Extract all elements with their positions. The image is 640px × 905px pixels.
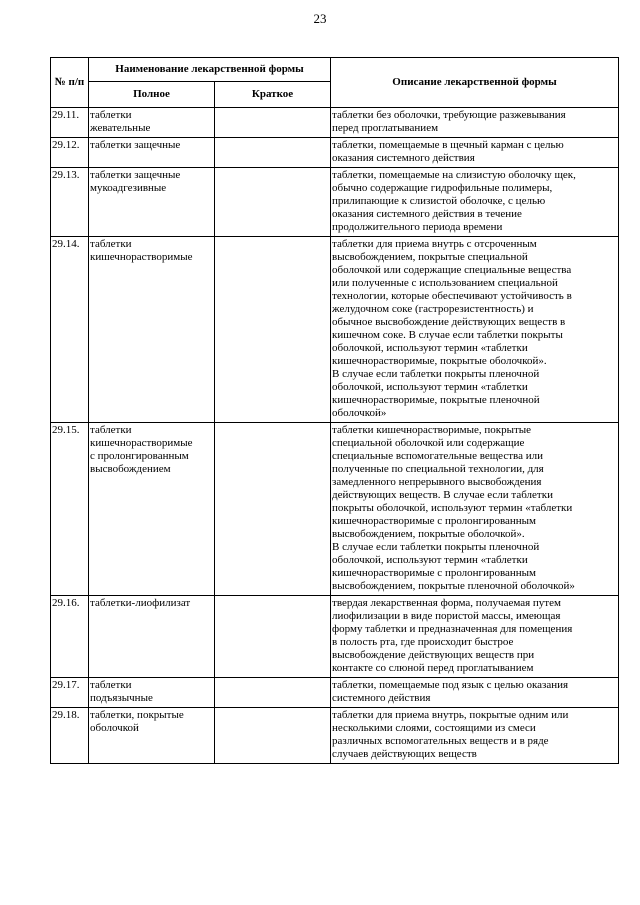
description-line: лиофилизации в виде пористой массы, имеющая (332, 610, 561, 622)
description-line: или полученные с использованием специальной (332, 277, 558, 289)
description-line: замедленного непрерывного высвобождения (332, 476, 542, 488)
description-line: В случае если таблетки покрыты пленочной (332, 541, 540, 553)
description-line: оболочкой или содержащие специальные вещества (332, 264, 572, 276)
description-line: покрыты оболочкой, используют термин «таблетки (332, 502, 573, 514)
dosage-forms-table (50, 57, 619, 764)
full-name-line: таблетки защечные (90, 139, 181, 151)
description-line: форму таблетки и предназначенная для помещения (332, 623, 573, 635)
table-header-row (51, 58, 619, 82)
full-name-cell (89, 423, 215, 596)
description-line: таблетки, помещаемые под язык с целью оказания (332, 679, 569, 691)
table-row (51, 168, 619, 237)
description-line: кишечнорастворимые с пролонгированным (332, 567, 537, 579)
description-line: специальной оболочкой или содержащие (332, 437, 525, 449)
table-row (51, 138, 619, 168)
description-cell (331, 168, 619, 237)
description-line: оболочкой, используют термин «таблетки (332, 554, 528, 566)
full-name-cell (89, 108, 215, 138)
row-number: 29.15. (51, 423, 89, 596)
page-number: 23 (313, 11, 327, 26)
full-name-cell (89, 168, 215, 237)
description-line: технологии, которые обеспечивают устойчивость в (332, 290, 572, 302)
header-short: Краткое (215, 82, 331, 108)
description-line: обычно содержащие гидрофильные полимеры, (332, 182, 553, 194)
row-number: 29.12. (51, 138, 89, 168)
description-line: контакте со слюной перед проглатыванием (332, 662, 534, 674)
row-number: 29.18. (51, 708, 89, 764)
table-row (51, 108, 619, 138)
full-name-line: оболочкой (90, 722, 139, 734)
description-line: таблетки для приема внутрь с отсроченным (332, 238, 537, 250)
description-line: различных вспомогательных веществ и в ряде (332, 735, 549, 747)
full-name-line: таблетки (90, 109, 132, 121)
table-row (51, 596, 619, 678)
description-line: перед проглатыванием (332, 122, 439, 134)
description-line: желудочном соке (гастрорезистентность) и (332, 303, 534, 315)
description-line: таблетки кишечнорастворимые, покрытые (332, 424, 532, 436)
full-name-cell (89, 237, 215, 423)
description-line: кишечнорастворимые с пролонгированным (332, 515, 537, 527)
full-name-line: таблетки-лиофилизат (90, 597, 191, 609)
description-line: полученные по специальной технологии, для (332, 463, 544, 475)
table-body (51, 108, 619, 764)
row-number: 29.17. (51, 678, 89, 708)
header-name-group: Наименование лекарственной формы (89, 58, 331, 82)
short-name-cell (215, 678, 331, 708)
description-line: кишечнорастворимые, покрытые оболочкой». (332, 355, 547, 367)
table-row (51, 237, 619, 423)
description-line: системного действия (332, 692, 431, 704)
description-line: оболочкой, используют термин «таблетки (332, 342, 528, 354)
short-name-cell (215, 168, 331, 237)
description-cell (331, 108, 619, 138)
full-name-line: таблетки (90, 424, 132, 436)
full-name-line: таблетки защечные (90, 169, 181, 181)
description-line: таблетки, помещаемые в щечный карман с целью (332, 139, 564, 151)
description-line: прилипающие к слизистой оболочке, с целью (332, 195, 546, 207)
description-cell (331, 596, 619, 678)
table-row (51, 423, 619, 596)
full-name-line: кишечнорастворимые (90, 251, 193, 263)
full-name-line: мукоадгезивные (90, 182, 167, 194)
description-line: высвобождением, покрытые оболочкой». (332, 528, 525, 540)
short-name-cell (215, 596, 331, 678)
short-name-cell (215, 708, 331, 764)
row-number: 29.16. (51, 596, 89, 678)
short-name-cell (215, 237, 331, 423)
full-name-cell (89, 138, 215, 168)
description-line: кишечном соке. В случае если таблетки покрыты (332, 329, 563, 341)
short-name-cell (215, 108, 331, 138)
description-line: в полость рта, где происходит быстрое (332, 636, 514, 648)
header-num: № п/п (51, 58, 89, 108)
description-line: высвобождением, покрытые специальной (332, 251, 528, 263)
full-name-cell (89, 708, 215, 764)
description-line: действующих веществ. В случае если таблетки (332, 489, 553, 501)
full-name-line: высвобождением (90, 463, 171, 475)
full-name-line: подъязычные (90, 692, 153, 704)
full-name-line: таблетки, покрытые (90, 709, 184, 721)
row-number: 29.11. (51, 108, 89, 138)
description-line: высвобождение действующих веществ при (332, 649, 535, 661)
description-line: таблетки без оболочки, требующие разжевывания (332, 109, 566, 121)
description-cell (331, 678, 619, 708)
description-line: оболочкой» (332, 407, 387, 419)
description-line: несколькими слоями, состоящими из смеси (332, 722, 536, 734)
table-row (51, 678, 619, 708)
full-name-line: таблетки (90, 679, 132, 691)
description-line: кишечнорастворимые, покрытые пленочной (332, 394, 540, 406)
full-name-cell (89, 678, 215, 708)
description-line: таблетки, помещаемые на слизистую оболочку щек, (332, 169, 576, 181)
header-full: Полное (89, 82, 215, 108)
full-name-line: кишечнорастворимые (90, 437, 193, 449)
description-line: высвобождением, покрытые пленочной оболочкой» (332, 580, 575, 592)
description-line: продолжительного периода времени (332, 221, 503, 233)
header-description: Описание лекарственной формы (331, 58, 619, 108)
description-line: твердая лекарственная форма, получаемая путем (332, 597, 561, 609)
description-line: оказания системного действия в течение (332, 208, 522, 220)
description-line: обычное высвобождение действующих веществ в (332, 316, 566, 328)
full-name-cell (89, 596, 215, 678)
short-name-cell (215, 138, 331, 168)
row-number: 29.13. (51, 168, 89, 237)
description-line: оказания системного действия (332, 152, 475, 164)
description-line: таблетки для приема внутрь, покрытые одним или (332, 709, 569, 721)
row-number: 29.14. (51, 237, 89, 423)
description-line: оболочкой, используют термин «таблетки (332, 381, 528, 393)
full-name-line: жевательные (90, 122, 151, 134)
description-cell (331, 138, 619, 168)
description-cell (331, 237, 619, 423)
table-row (51, 708, 619, 764)
description-cell (331, 708, 619, 764)
description-line: случаев действующих веществ (332, 748, 477, 760)
full-name-line: с пролонгированным (90, 450, 189, 462)
description-line: специальные вспомогательные вещества или (332, 450, 543, 462)
full-name-line: таблетки (90, 238, 132, 250)
description-line: В случае если таблетки покрыты пленочной (332, 368, 540, 380)
description-cell (331, 423, 619, 596)
short-name-cell (215, 423, 331, 596)
